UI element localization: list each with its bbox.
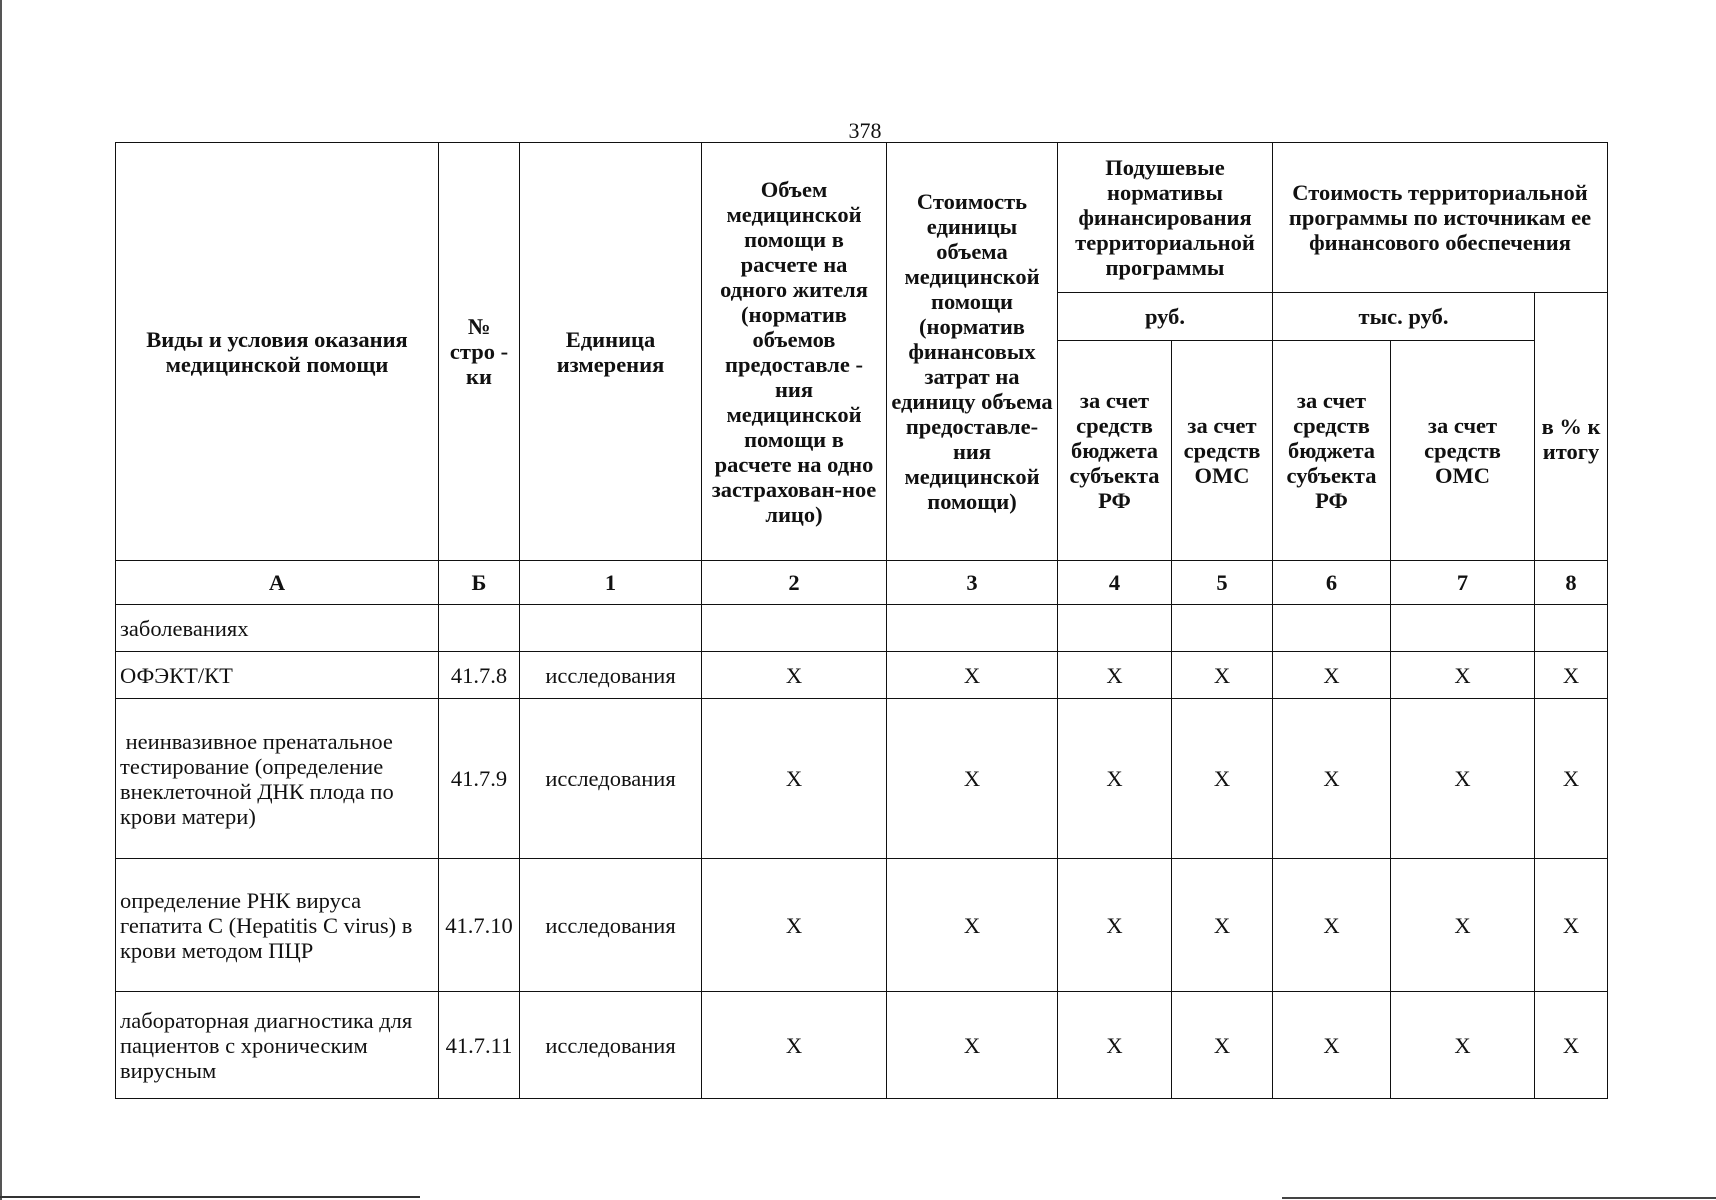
row-cell: X <box>1391 699 1535 859</box>
row-cell: X <box>1273 699 1391 859</box>
row-name: неинвазивное пренатальное тестирование (определение внеклеточной ДНК плода по крови матери) <box>116 699 439 859</box>
table-row <box>116 652 1608 699</box>
column-number-row <box>116 561 1608 605</box>
header-group-per-capita: Подушевые нормативы финансирования территориальной программы <box>1058 143 1273 293</box>
row-cell: X <box>1535 652 1608 699</box>
row-cell: X <box>887 699 1058 859</box>
row-cell: X <box>1273 992 1391 1099</box>
column-number: 2 <box>702 561 887 605</box>
row-cell: X <box>702 652 887 699</box>
row-cell: X <box>1172 652 1273 699</box>
row-cell: X <box>1058 652 1172 699</box>
row-cell: X <box>1172 992 1273 1099</box>
row-number <box>439 605 520 652</box>
row-name: лабораторная диагностика для пациентов с хроническим вирусным <box>116 992 439 1099</box>
header-thous-rub: тыс. руб. <box>1273 293 1535 341</box>
row-cell: X <box>1391 652 1535 699</box>
column-number: 7 <box>1391 561 1535 605</box>
financing-table <box>115 142 1608 1099</box>
scan-edge-bottom-right <box>1282 1197 1716 1199</box>
row-cell <box>1535 605 1608 652</box>
row-cell: X <box>1172 699 1273 859</box>
row-cell: X <box>1058 859 1172 992</box>
row-cell: X <box>702 859 887 992</box>
row-cell: X <box>1535 699 1608 859</box>
header-col-7: за счет средств ОМС <box>1391 341 1535 561</box>
row-cell: X <box>1273 859 1391 992</box>
header-col-4: за счет средств бюджета субъекта РФ <box>1058 341 1172 561</box>
row-cell: X <box>1535 859 1608 992</box>
row-cell: X <box>1058 992 1172 1099</box>
column-number: 4 <box>1058 561 1172 605</box>
row-cell: X <box>887 859 1058 992</box>
row-cell <box>887 605 1058 652</box>
row-number: 41.7.11 <box>439 992 520 1099</box>
row-cell: X <box>1273 652 1391 699</box>
header-col-2: Объем медицинской помощи в расчете на одного жителя (норматив объемов предоставле - ния медицинской помощи в расчете на одно застрахован-ное лицо) <box>702 143 887 561</box>
header-col-5: за счет средств ОМС <box>1172 341 1273 561</box>
table-row <box>116 605 1608 652</box>
row-unit: исследования <box>520 992 702 1099</box>
row-cell <box>1058 605 1172 652</box>
page-number: 378 <box>848 118 882 143</box>
row-cell <box>702 605 887 652</box>
header-col-6: за счет средств бюджета субъекта РФ <box>1273 341 1391 561</box>
column-number: 5 <box>1172 561 1273 605</box>
row-cell <box>1391 605 1535 652</box>
table-row <box>116 992 1608 1099</box>
row-cell: X <box>1391 859 1535 992</box>
column-number: 6 <box>1273 561 1391 605</box>
row-name: ОФЭКТ/КТ <box>116 652 439 699</box>
table-row <box>116 859 1608 992</box>
header-col-b: № стро - ки <box>439 143 520 561</box>
row-unit: исследования <box>520 859 702 992</box>
row-name: заболеваниях <box>116 605 439 652</box>
header-col-a: Виды и условия оказания медицинской помощи <box>116 143 439 561</box>
row-unit <box>520 605 702 652</box>
scan-edge-bottom-left <box>0 1196 420 1198</box>
row-number: 41.7.10 <box>439 859 520 992</box>
row-name: определение РНК вируса гепатита С (Hepatitis C virus) в крови методом ПЦР <box>116 859 439 992</box>
column-number: А <box>116 561 439 605</box>
column-number: Б <box>439 561 520 605</box>
row-number: 41.7.9 <box>439 699 520 859</box>
row-cell: X <box>887 652 1058 699</box>
header-percent: в % к итогу <box>1535 293 1608 561</box>
table-row <box>116 699 1608 859</box>
header-col-3: Стоимость единицы объема медицинской помощи (норматив финансовых затрат на единицу объема предоставле-ния медицинской помощи) <box>887 143 1058 561</box>
header-rub: руб. <box>1058 293 1273 341</box>
row-cell: X <box>1535 992 1608 1099</box>
row-cell: X <box>1172 859 1273 992</box>
row-number: 41.7.8 <box>439 652 520 699</box>
scan-edge-left <box>0 0 2 1200</box>
row-cell <box>1172 605 1273 652</box>
row-unit: исследования <box>520 652 702 699</box>
row-cell: X <box>1391 992 1535 1099</box>
header-col-1: Единица измерения <box>520 143 702 561</box>
row-cell: X <box>887 992 1058 1099</box>
header-group-cost: Стоимость территориальной программы по источникам ее финансового обеспечения <box>1273 143 1608 293</box>
row-cell: X <box>702 992 887 1099</box>
column-number: 3 <box>887 561 1058 605</box>
row-cell: X <box>1058 699 1172 859</box>
column-number: 8 <box>1535 561 1608 605</box>
row-cell: X <box>702 699 887 859</box>
row-cell <box>1273 605 1391 652</box>
row-unit: исследования <box>520 699 702 859</box>
column-number: 1 <box>520 561 702 605</box>
